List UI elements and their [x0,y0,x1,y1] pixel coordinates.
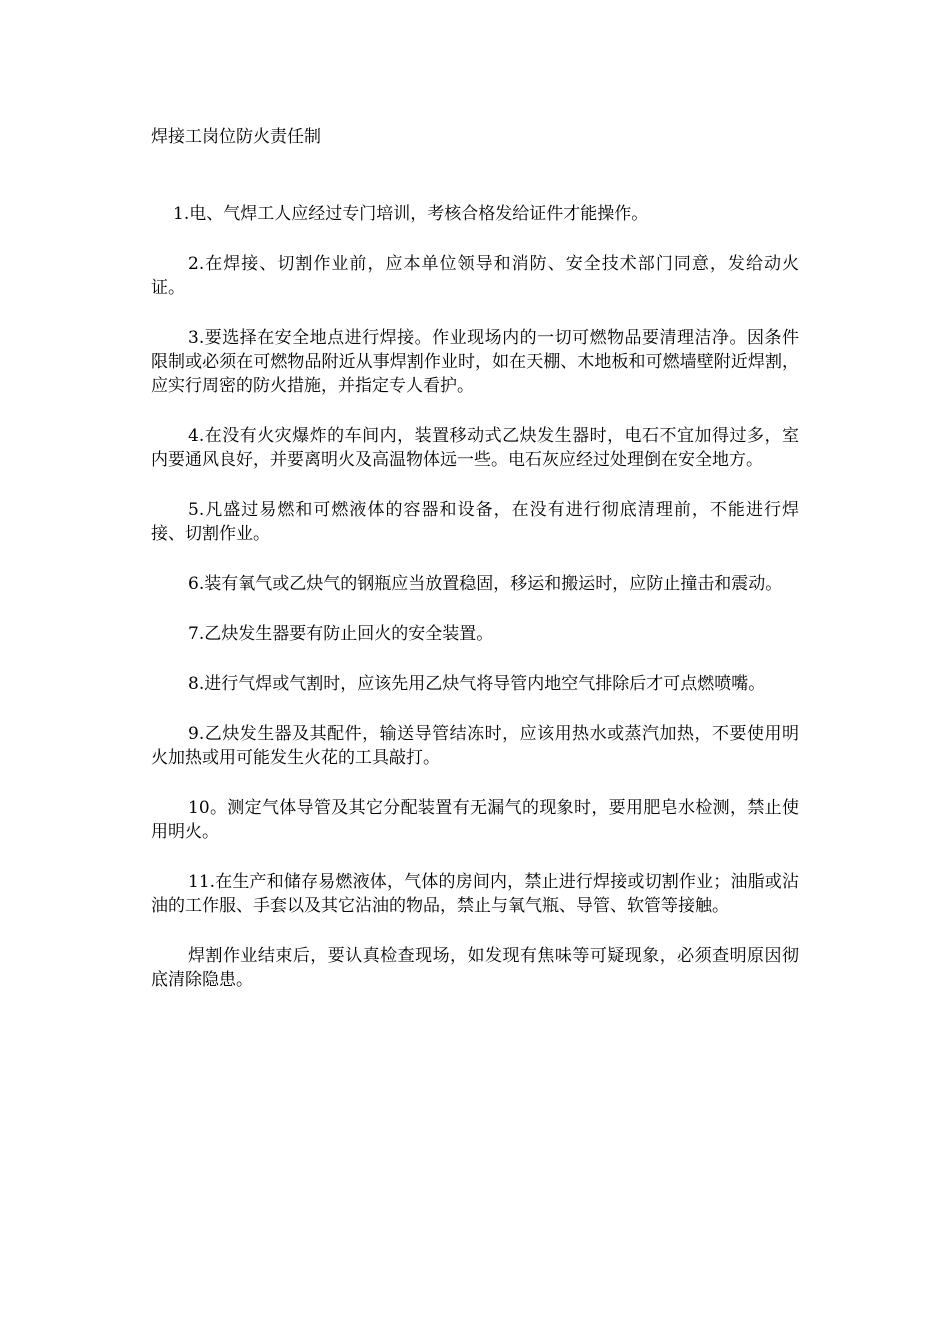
paragraph-2: 2.在焊接、切割作业前，应本单位领导和消防、安全技术部门同意，发给动火证。 [151,254,799,298]
paragraph-10: 10。测定气体导管及其它分配装置有无漏气的现象时，要用肥皂水检测，禁止使用明火。 [151,798,799,842]
document-body [151,202,799,1018]
paragraph-5: 5.凡盛过易燃和可燃液体的容器和设备，在没有进行彻底清理前，不能进行焊接、切割作业。 [151,500,799,544]
paragraph-7: 7.乙炔发生器要有防止回火的安全装置。 [188,624,494,644]
paragraph-closing: 焊割作业结束后，要认真检查现场，如发现有焦味等可疑现象，必须查明原因彻底清除隐患。 [151,946,799,990]
paragraph-6: 6.装有氧气或乙炔气的钢瓶应当放置稳固，移运和搬运时，应防止撞击和震动。 [188,574,783,594]
paragraph-8: 8.进行气焊或气割时，应该先用乙炔气将导管内地空气排除后才可点燃喷嘴。 [188,674,766,694]
paragraph-9: 9.乙炔发生器及其配件，输送导管结冻时，应该用热水或蒸汽加热，不要使用明火加热或用可能发生火花的工具敲打。 [151,724,799,768]
paragraph-3: 3.要选择在安全地点进行焊接。作业现场内的一切可燃物品要清理洁净。因条件限制或必须在可燃物品附近从事焊割作业时，如在天棚、木地板和可燃墙壁附近焊割，应实行周密的防火措施，并指定专人看护。 [151,328,799,396]
paragraph-4: 4.在没有火灾爆炸的车间内，装置移动式乙炔发生器时，电石不宜加得过多，室内要通风良好，并要离明火及高温物体远一些。电石灰应经过处理倒在安全地方。 [151,426,799,470]
document-title: 焊接工岗位防火责任制 [151,127,321,147]
paragraph-1: 1.电、气焊工人应经过专门培训，考核合格发给证件才能操作。 [173,204,649,224]
paragraph-11: 11.在生产和储存易燃液体，气体的房间内，禁止进行焊接或切割作业；油脂或沾油的工作服、手套以及其它沾油的物品，禁止与氧气瓶、导管、软管等接触。 [151,872,799,916]
